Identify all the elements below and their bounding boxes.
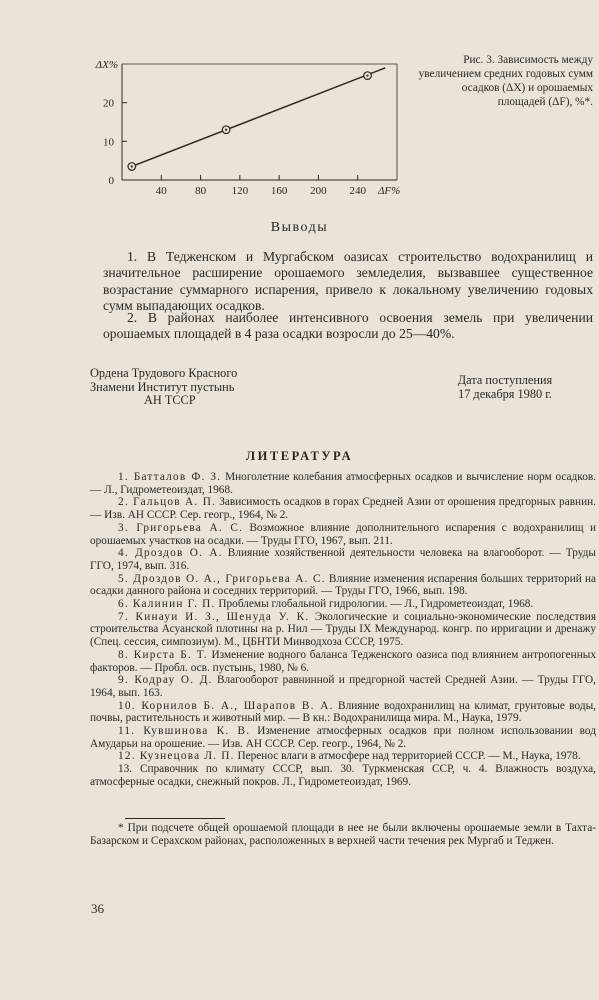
- reference-item: [90, 649, 596, 674]
- affiliation-line: Ордена Трудового Красного: [90, 366, 238, 380]
- reference-author: 6. Калинин Г. П.: [118, 598, 216, 611]
- reference-text: Изменение водного баланса Тедженского оазиса под влиянием антропогенных факторов. — Пробл. осв. пустынь, 1980, № 6.: [90, 648, 597, 674]
- reference-item: [90, 522, 596, 547]
- received-value: 17 декабря 1980 г.: [458, 386, 552, 401]
- reference-item: [90, 496, 596, 521]
- y-tick-label: 20: [103, 97, 114, 110]
- figure-caption: Рис. 3. Зависимость между увеличением средних годовых сумм осадков (ΔX) и орошаемых площадей (ΔF), %*.: [418, 54, 593, 108]
- conclusion-2: [103, 310, 593, 343]
- reference-text: Влияние хозяйственной деятельности человека на влагооборот. — Труды ГГО, 1974, вып. 316.: [90, 547, 596, 572]
- reference-text: Проблемы глобальной гидрологии. — Л., Гидрометеоиздат, 1968.: [218, 598, 534, 611]
- x-tick-label: 160: [270, 185, 288, 197]
- data-point-center: [225, 129, 227, 131]
- reference-item: [90, 547, 596, 572]
- affiliation: [90, 367, 290, 408]
- received-date: [440, 374, 570, 401]
- x-tick-label: 80: [195, 185, 207, 197]
- x-axis-label: ΔF%: [377, 185, 401, 197]
- reference-author: 9. Кодрау О. Д.: [118, 674, 213, 687]
- x-tick-label: 200: [310, 185, 327, 197]
- conclusions-heading: Выводы: [270, 220, 329, 235]
- reference-author: 3. Григорьева А. С.: [118, 521, 244, 534]
- reference-author: 2. Гальцов А. П.: [118, 496, 217, 509]
- conclusion-text: 2. В районах наиболее интенсивного освоения земель при увеличении орошаемых площадей в 4 раза осадки возросли до 25—40%.: [103, 310, 593, 342]
- reference-text: Влияние водохранилищ на климат, грунтовые воды, почвы, растительность и животный мир. — В кн.: Водохранилища мира. М., Наука, 1979.: [90, 699, 597, 725]
- footnote: * При подсчете общей орошаемой площади в нее не были включены орошаемые земли в Тахта-Базарском и Серахском районах, расположенных в верхней части течения рек Мургаб и Теджен.: [90, 822, 596, 847]
- reference-text: Изменение атмосферных осадков при полном использовании вод Амударьи на орошение. — Изв. АН СССР. Сер. геогр., 1964, № 2.: [90, 725, 596, 750]
- reference-text: Экологические и социально-экономические последствия строительства Асуанской плотины на р. Нил — Труды IX Международ. конгр. по ирригации и дренажу (Спец. сессия, симпозиум). М., ЦБНТИ Минводхоза СССР, 1975.: [90, 610, 597, 649]
- x-tick-label: 40: [155, 185, 167, 197]
- affiliation-line: Знамени Институт пустынь: [90, 379, 235, 394]
- literature-heading: ЛИТЕРАТУРА: [245, 449, 354, 463]
- conclusion-text: 1. В Тедженском и Мургабском оазисах строительство водохранилищ и значительное расширение орошаемого земледелия, вызвавшее существенное возрастание суммарного испарения, привело к локальному увеличению годовых сумм выпадающих осадков.: [103, 249, 593, 314]
- reference-text: Многолетние колебания атмосферных осадков и вычисление норм осадков. — Л., Гидрометеоиздат, 1968.: [90, 471, 597, 496]
- reference-item: [90, 471, 596, 496]
- page-number: 36: [91, 901, 104, 916]
- reference-author: 8. Кирста Б. Т.: [118, 648, 208, 661]
- reference-item: [90, 763, 596, 788]
- reference-text: Влагооборот равнинной и предгорной частей Средней Азии. — Труды ГГО, 1964, вып. 163.: [90, 674, 596, 699]
- reference-text: Зависимость осадков в горах Средней Азии от орошения предгорных равнин. — Изв. АН СССР. Сер. геогр., 1964, № 2.: [90, 496, 597, 522]
- figure-chart: [92, 48, 422, 208]
- conclusion-1: [103, 249, 593, 315]
- reference-text: Перенос влаги в атмосфере над территорией СССР. — М., Наука, 1978.: [237, 750, 581, 763]
- reference-author: 11. Кувшинова К. В.: [118, 725, 251, 738]
- reference-item: [90, 750, 596, 763]
- reference-list: [90, 471, 596, 789]
- reference-author: 12. Кузнецова Л. П.: [118, 750, 235, 763]
- affiliation-line: АН ТССР: [144, 393, 196, 407]
- reference-item: [90, 611, 596, 649]
- reference-author: 10. Корнилов Б. А., Шарапов В. А.: [118, 699, 334, 712]
- x-tick-label: 240: [349, 185, 366, 197]
- reference-author: 5. Дроздов О. А., Григорьева А. С.: [118, 572, 326, 585]
- x-tick-label: 120: [231, 185, 249, 197]
- footnote-rule: [125, 818, 225, 819]
- reference-item: [90, 573, 596, 598]
- reference-item: [90, 598, 596, 611]
- y-axis-label: ΔX%: [95, 59, 118, 71]
- reference-author: 4. Дроздов О. А.: [118, 547, 223, 560]
- received-label: Дата поступления: [457, 373, 553, 387]
- reference-author: 7. Кинауи И. З., Шенуда У. К.: [118, 610, 310, 623]
- data-point-center: [131, 165, 133, 167]
- reference-item: [90, 674, 596, 699]
- reference-text: Возможное влияние дополнительного испарения с водохранилищ и орошаемых участков на осадки. — Труды ГГО, 1967, вып. 211.: [90, 521, 597, 547]
- reference-text: 13. Справочник по климату СССР, вып. 30. Туркменская ССР, ч. 4. Влажность воздуха, атмосферные осадки, снежный покров. Л., Гидрометеоиздат, 1969.: [90, 763, 596, 788]
- data-point-center: [366, 75, 368, 77]
- y-tick-label: 0: [108, 175, 114, 187]
- y-tick-label: 10: [103, 136, 114, 149]
- reference-item: [90, 700, 596, 725]
- trend-line: [132, 68, 385, 167]
- reference-item: [90, 725, 596, 750]
- reference-author: 1. Батталов Ф. З.: [118, 471, 222, 483]
- reference-text: Влияние изменения испарения больших территорий на осадки данного района и соседних территорий. — Труды ГГО, 1966, вып. 198.: [90, 572, 597, 598]
